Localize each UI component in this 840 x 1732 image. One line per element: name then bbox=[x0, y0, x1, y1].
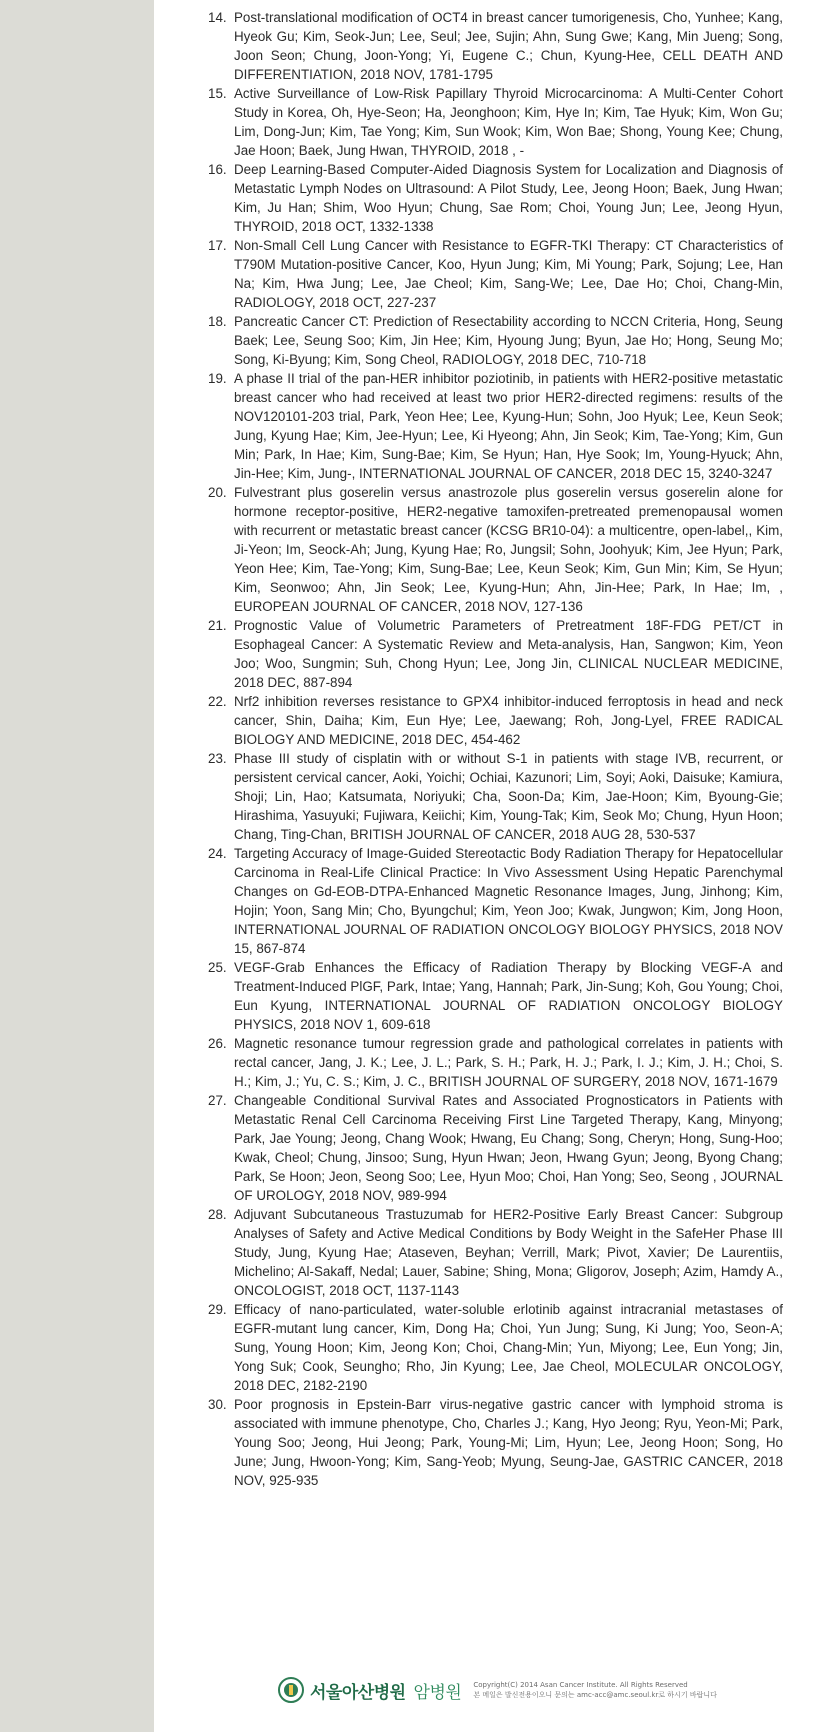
reference-item bbox=[210, 1034, 783, 1091]
reference-number: 26. bbox=[208, 1036, 227, 1051]
reference-item bbox=[210, 1395, 783, 1490]
footer bbox=[278, 1672, 748, 1708]
reference-item bbox=[210, 1091, 783, 1205]
reference-number: 23. bbox=[208, 751, 227, 766]
copyright-block bbox=[473, 1680, 717, 1700]
reference-text: Phase III study of cisplatin with or without S-1 in patients with stage IVB, recurrent, or persistent cervical cancer, Aoki, Yoichi; Ochiai, Kazunori; Lim, Soyi; Aoki, Daisuke; Kamiura, Shoji; Lin, Hao; Katsumata, Noriyuki; Cha, Soon-Da; Kim, Jae-Hoon; Kim, Byoung-Gie; Hirashima, Yasuyuki; Fujiwara, Keiichi; Kim, Young-Tak; Kim, Seok Mo; Chung, Hyun Hoon; Chang, Ting-Chan, BRITISH JOURNAL OF CANCER, 2018 AUG 28, 530-537 bbox=[234, 751, 783, 842]
reference-number: 15. bbox=[208, 86, 227, 101]
reference-number: 25. bbox=[208, 960, 227, 975]
reference-number: 28. bbox=[208, 1207, 227, 1222]
reference-text: Efficacy of nano-particulated, water-soluble erlotinib against intracranial metastases of EGFR-mutant lung cancer, Kim, Dong Ha; Choi, Yun Jung; Sung, Ki Jung; Yoo, Seon-A; Sung, Young Hoon; Kim, Jeong Kon; Choi, Chang-Min; Yun, Miyong; Lee, Eun Yong; Jin, Yong Suk; Cook, Seungho; Rho, Jin Kyung; Lee, Jae Cheol, MOLECULAR ONCOLOGY, 2018 DEC, 2182-2190 bbox=[234, 1302, 783, 1393]
reference-item bbox=[210, 483, 783, 616]
reference-item bbox=[210, 236, 783, 312]
reference-text: Pancreatic Cancer CT: Prediction of Resectability according to NCCN Criteria, Hong, Seung Baek; Lee, Seung Soo; Kim, Jin Hee; Kim, Hyoung Jung; Byun, Jae Ho; Hong, Seung Mo; Song, Ki-Byung; Kim, Song Cheol, RADIOLOGY, 2018 DEC, 710-718 bbox=[234, 314, 783, 367]
reference-text: Poor prognosis in Epstein-Barr virus-negative gastric cancer with lymphoid stroma is associated with immune phenotype, Cho, Charles J.; Kang, Hyo Jeong; Ryu, Yeon-Mi; Park, Young Soo; Jeong, Hui Jeong; Park, Young-Mi; Lim, Hyun; Lee, Jeong Hoon; Song, Ho June; Jung, Hwoon-Yong; Kim, Sang-Yeob; Myung, Seung-Jae, GASTRIC CANCER, 2018 NOV, 925-935 bbox=[234, 1397, 783, 1488]
contact-notice: 본 메일은 발신전용이오니 문의는 amc-acc@amc.seoul.kr로 하시기 바랍니다 bbox=[473, 1691, 717, 1699]
reference-item bbox=[210, 1205, 783, 1300]
reference-text: Active Surveillance of Low-Risk Papillary Thyroid Microcarcinoma: A Multi-Center Cohort Study in Korea, Oh, Hye-Seon; Ha, Jeonghoon; Kim, Hye In; Kim, Tae Hyuk; Kim, Won Gu; Lim, Dong-Jun; Kim, Tae Yong; Kim, Sun Wook; Kim, Won Bae; Shong, Young Kee; Chung, Jae Hoon; Baek, Jung Hwan, THYROID, 2018 , - bbox=[234, 86, 783, 158]
reference-number: 18. bbox=[208, 314, 227, 329]
reference-text: Fulvestrant plus goserelin versus anastrozole plus goserelin versus goserelin alone for hormone receptor-positive, HER2-negative tamoxifen-pretreated premenopausal women with recurrent or metastatic breast cancer (KCSG BR10-04): a multicentre, open-label,, Kim, Ji-Yeon; Im, Seock-Ah; Jung, Kyung Hae; Ro, Jungsil; Sohn, Joohyuk; Kim, Jee Hyun; Park, Yeon Hee; Kim, Tae-Yong; Kim, Sung-Bae; Lee, Keun Seok; Kim, Gun Min; Kim, Se Hyun; Kim, Seonwoo; Ahn, Jin Seok; Lee, Kyung-Hun; Ahn, Jin-Hee; Park, In Hae; Im, , EUROPEAN JOURNAL OF CANCER, 2018 NOV, 127-136 bbox=[234, 485, 783, 614]
reference-number: 22. bbox=[208, 694, 227, 709]
brand-name: 서울아산병원 bbox=[310, 1682, 406, 1703]
reference-item bbox=[210, 369, 783, 483]
reference-number: 21. bbox=[208, 618, 227, 633]
reference-text: Post-translational modification of OCT4 in breast cancer tumorigenesis, Cho, Yunhee; Kang, Hyeok Gu; Kim, Seok-Jun; Lee, Seul; Jee, Sujin; Ahn, Sung Gwe; Kang, Min Jueng; Song, Joon Seon; Chung, Joon-Yong; Yi, Eugene C.; Chun, Kyung-Hee, CELL DEATH AND DIFFERENTIATION, 2018 NOV, 1781-1795 bbox=[234, 10, 783, 82]
reference-number: 29. bbox=[208, 1302, 227, 1317]
reference-item bbox=[210, 616, 783, 692]
reference-item bbox=[210, 749, 783, 844]
reference-number: 14. bbox=[208, 10, 227, 25]
reference-item bbox=[210, 312, 783, 369]
hospital-logo-icon bbox=[278, 1677, 304, 1703]
reference-number: 24. bbox=[208, 846, 227, 861]
reference-item bbox=[210, 1300, 783, 1395]
left-sidebar-band bbox=[0, 0, 154, 1732]
reference-item bbox=[210, 84, 783, 160]
reference-text: Nrf2 inhibition reverses resistance to GPX4 inhibitor-induced ferroptosis in head and neck cancer, Shin, Daiha; Kim, Eun Hye; Lee, Jaewang; Roh, Jong-Lyel, FREE RADICAL BIOLOGY AND MEDICINE, 2018 DEC, 454-462 bbox=[234, 694, 783, 747]
reference-item bbox=[210, 8, 783, 84]
reference-text: Non-Small Cell Lung Cancer with Resistance to EGFR-TKI Therapy: CT Characteristics of T790M Mutation-positive Cancer, Koo, Hyun Jung; Kim, Mi Young; Park, Sojung; Lee, Han Na; Kim, Hwa Jung; Lee, Jae Cheol; Kim, Sang-We; Lee, Dae Ho; Choi, Chang-Min, RADIOLOGY, 2018 OCT, 227-237 bbox=[234, 238, 783, 310]
reference-text: Magnetic resonance tumour regression grade and pathological correlates in patients with rectal cancer, Jang, J. K.; Lee, J. L.; Park, S. H.; Park, H. J.; Park, I. J.; Kim, J. H.; Choi, S. H.; Kim, J.; Yu, C. S.; Kim, J. C., BRITISH JOURNAL OF SURGERY, 2018 NOV, 1671-1679 bbox=[234, 1036, 783, 1089]
reference-text: Deep Learning-Based Computer-Aided Diagnosis System for Localization and Diagnosis of Metastatic Lymph Nodes on Ultrasound: A Pilot Study, Lee, Jeong Hoon; Baek, Jung Hwan; Kim, Ju Han; Shim, Woo Hyun; Chung, Sae Rom; Choi, Young Jun; Lee, Jeong Hyun, THYROID, 2018 OCT, 1332-1338 bbox=[234, 162, 783, 234]
reference-number: 19. bbox=[208, 371, 227, 386]
reference-text: Changeable Conditional Survival Rates and Associated Prognosticators in Patients with Metastatic Renal Cell Carcinoma Receiving First Line Targeted Therapy, Kang, Minyong; Park, Jae Young; Jeong, Chang Wook; Hwang, Eu Chang; Song, Cheryn; Hong, Sung-Hoo; Kwak, Cheol; Chung, Jinsoo; Sung, Hyun Hwan; Jeon, Hwang Gyun; Jeong, Byong Chang; Park, Se Hoon; Jeon, Seong Soo; Lee, Hyun Moo; Choi, Han Yong; Seo, Seong , JOURNAL OF UROLOGY, 2018 NOV, 989-994 bbox=[234, 1093, 783, 1203]
reference-number: 30. bbox=[208, 1397, 227, 1412]
reference-text: Adjuvant Subcutaneous Trastuzumab for HER2-Positive Early Breast Cancer: Subgroup Analyses of Safety and Active Medical Conditions by Body Weight in the SafeHer Phase III Study, Jung, Kyung Hae; Ataseven, Beyhan; Verrill, Mark; Pivot, Xavier; De Laurentiis, Michelino; Al-Sakaff, Nedal; Lauer, Sabine; Shing, Mona; Gligorov, Joseph; Azim, Hamdy A., ONCOLOGIST, 2018 OCT, 1137-1143 bbox=[234, 1207, 783, 1298]
reference-number: 16. bbox=[208, 162, 227, 177]
reference-number: 17. bbox=[208, 238, 227, 253]
reference-list bbox=[210, 8, 783, 1490]
reference-number: 20. bbox=[208, 485, 227, 500]
reference-text: VEGF-Grab Enhances the Efficacy of Radiation Therapy by Blocking VEGF-A and Treatment-Induced PlGF, Park, Intae; Yang, Hannah; Park, Jin-Sung; Koh, Gou Young; Choi, Eun Kyung, INTERNATIONAL JOURNAL OF RADIATION ONCOLOGY BIOLOGY PHYSICS, 2018 NOV 1, 609-618 bbox=[234, 960, 783, 1032]
reference-item bbox=[210, 160, 783, 236]
reference-text: A phase II trial of the pan-HER inhibitor poziotinib, in patients with HER2-positive metastatic breast cancer who had received at least two prior HER2-directed regimens: results of the NOV120101-203 trial, Park, Yeon Hee; Lee, Kyung-Hun; Sohn, Joo Hyuk; Lee, Keun Seok; Jung, Kyung Hae; Kim, Jee-Hyun; Lee, Ki Hyeong; Ahn, Jin Seok; Kim, Tae-Yong; Kim, Gun Min; Park, In Hae; Kim, Sung-Bae; Kim, Se Hyun; Han, Hye Sook; Im, Young-Hyuck; Ahn, Jin-Hee; Kim, Jung-, INTERNATIONAL JOURNAL OF CANCER, 2018 DEC 15, 3240-3247 bbox=[234, 371, 783, 481]
reference-item bbox=[210, 844, 783, 958]
reference-text: Targeting Accuracy of Image-Guided Stereotactic Body Radiation Therapy for Hepatocellular Carcinoma in Real-Life Clinical Practice: In Vivo Assessment Using Hepatic Parenchymal Changes on Gd-EOB-DTPA-Enhanced Magnetic Resonance Images, Jung, Jinhong; Kim, Hojin; Yoon, Sang Min; Cho, Byungchul; Kim, Yeon Joo; Kwak, Jungwon; Kim, Jong Hoon, INTERNATIONAL JOURNAL OF RADIATION ONCOLOGY BIOLOGY PHYSICS, 2018 NOV 15, 867-874 bbox=[234, 846, 783, 956]
reference-text: Prognostic Value of Volumetric Parameters of Pretreatment 18F-FDG PET/CT in Esophageal Cancer: A Systematic Review and Meta-analysis, Han, Sangwon; Kim, Yeon Joo; Woo, Sungmin; Suh, Chong Hyun; Lee, Jong Jin, CLINICAL NUCLEAR MEDICINE, 2018 DEC, 887-894 bbox=[234, 618, 783, 690]
brand-subtitle: 암병원 bbox=[413, 1682, 462, 1703]
copyright-text: Copyright(C) 2014 Asan Cancer Institute. All Rights Reserved bbox=[473, 1681, 688, 1689]
reference-item bbox=[210, 958, 783, 1034]
reference-number: 27. bbox=[208, 1093, 227, 1108]
reference-item bbox=[210, 692, 783, 749]
